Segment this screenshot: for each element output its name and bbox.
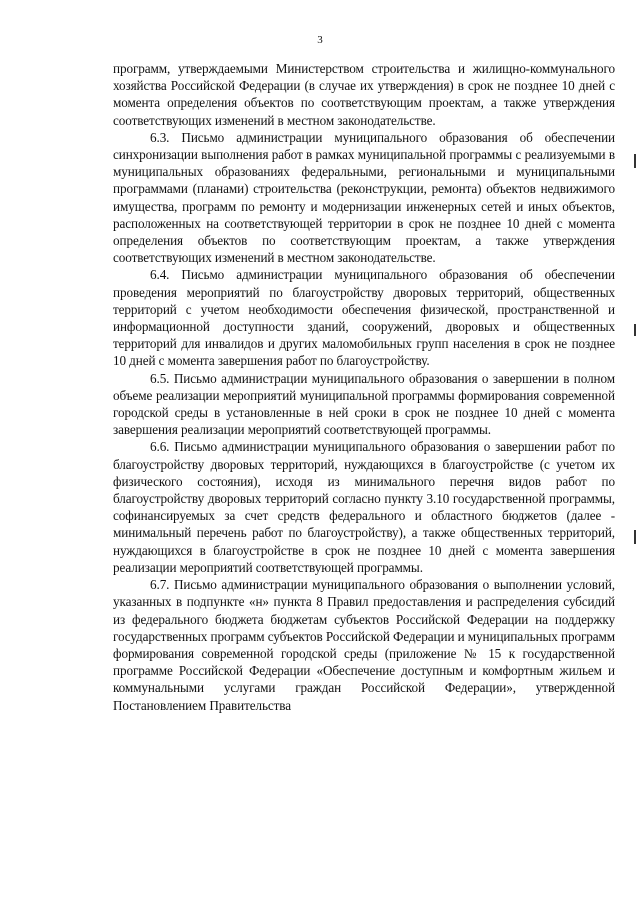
margin-mark [634,154,636,168]
margin-mark [634,324,636,336]
margin-mark [634,530,636,544]
document-body [113,60,615,714]
paragraph-6-6: 6.6. Письмо администрации муниципального образования о завершении работ по благоустройству дворовых территорий, нуждающихся в благоустройстве (с учетом их физического состояния), исходя из минимального перечня видов работ по благоустройству дворовых территорий согласно пункту 3.10 государственной программы, софинансируемых за счет средств федерального и областного бюджетов (далее - минимальный перечень работ по благоустройству), а также общественных территорий, нуждающихся в благоустройстве в срок не позднее 10 дней с момента завершения реализации мероприятий соответствующей программы. [113,439,615,575]
page-number: 3 [317,34,323,46]
paragraph-6-7: 6.7. Письмо администрации муниципального образования о выполнении условий, указанных в подпункте «н» пункта 8 Правил предоставления и распределения субсидий из федерального бюджета бюджетам субъектов Российской Федерации на поддержку государственных программ субъектов Российской Федерации и муниципальных программ формирования современной городской среды (приложение № 15 к государственной программе Российской Федерации «Обеспечение доступным и комфортным жильем и коммунальными услугами граждан Российской Федерации», утвержденной Постановлением Правительства [113,577,615,713]
paragraph-6-5: 6.5. Письмо администрации муниципального образования о завершении в полном объеме реализации мероприятий муниципальной программы формирования современной городской среды в установленные в ней сроки в срок не позднее 10 дней с момента завершения реализации мероприятий соответствующей программы. [113,370,615,438]
paragraph-6-4: 6.4. Письмо администрации муниципального образования об обеспечении проведения мероприятий по благоустройству дворовых территорий, общественных территорий с учетом необходимости обеспечения физической, пространственной и информационной доступности зданий, сооружений, дворовых и общественных территорий для инвалидов и других маломобильных групп населения в срок не позднее 10 дней с момента завершения работ по благоустройству. [113,267,615,369]
paragraph-6-3: 6.3. Письмо администрации муниципального образования об обеспечении синхронизации выполнения работ в рамках муниципальной программы с реализуемыми в муниципальных образованиях федеральными, региональными и муниципальными программами (планами) строительства (реконструкции, ремонта) объектов недвижимого имущества, программ по ремонту и модернизации инженерных сетей и иных объектов, расположенных на соответствующей территории в срок не позднее 10 дней с момента определения объектов по соответствующим проектам, а также утверждения соответствующих изменений в местном законодательстве. [113,129,615,266]
paragraph-continuation: программ, утверждаемыми Министерством строительства и жилищно-коммунального хозяйства Российской Федерации (в случае их утверждения) в срок не позднее 10 дней с момента определения объектов по соответствующим проектам, а также утверждения соответствующих изменений в местном законодательстве. [113,61,615,128]
